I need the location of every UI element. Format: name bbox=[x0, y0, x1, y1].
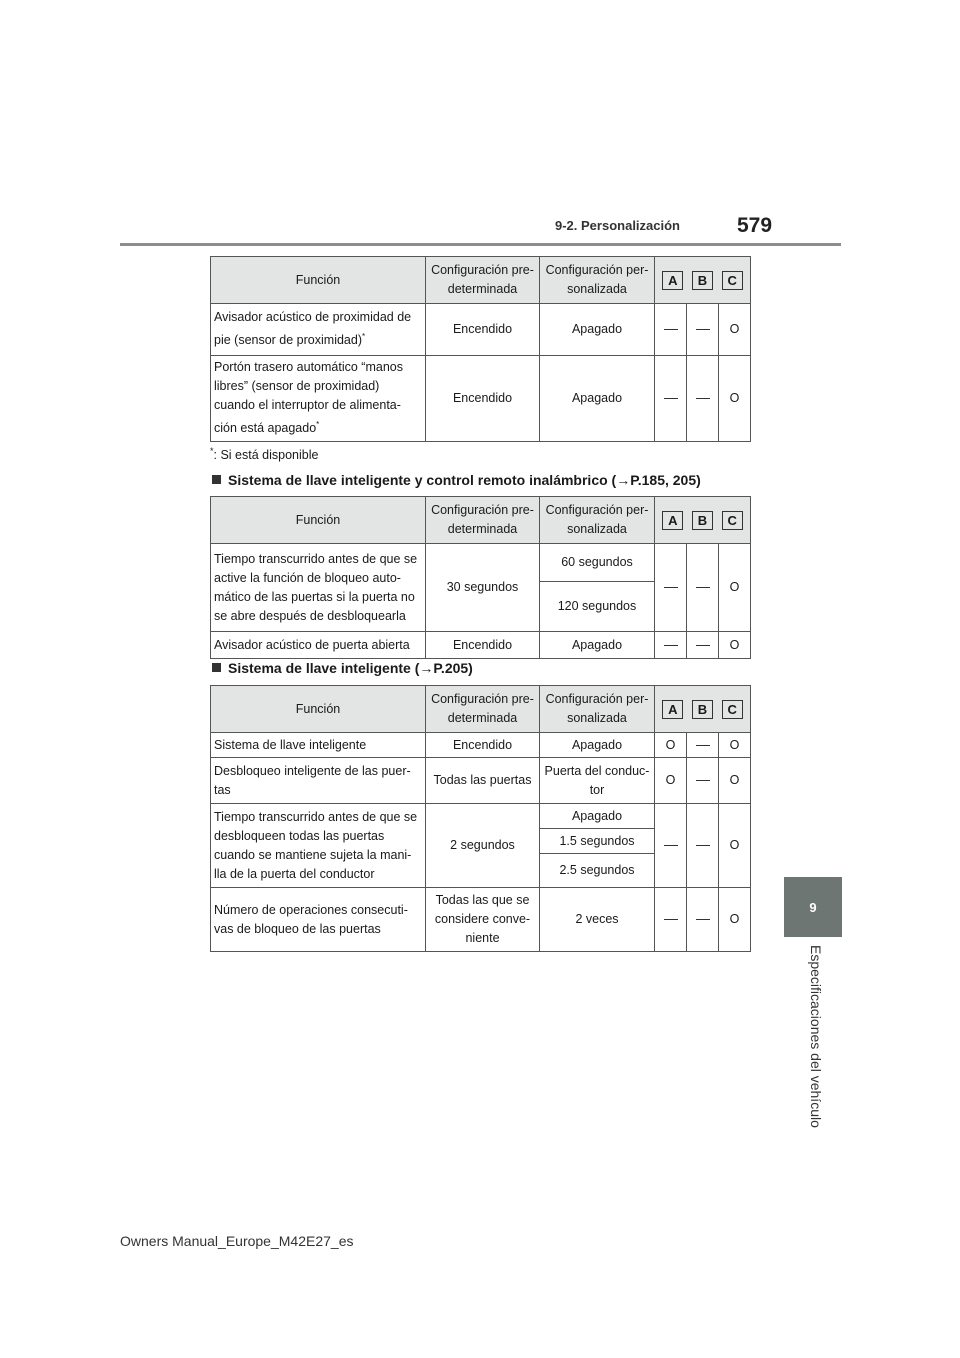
table-row bbox=[211, 544, 751, 582]
header-predeterminada: Configuración pre-determinada bbox=[426, 257, 540, 304]
badge-a: A bbox=[662, 271, 683, 290]
cell-funcion: Tiempo transcurrido antes de que se active la función de bloqueo auto-mático de las puertas si la puerta no se abre después de desbloquearla bbox=[211, 544, 426, 632]
cell-b bbox=[687, 888, 719, 952]
cell-b bbox=[687, 544, 719, 632]
cell-predeterminada: 2 segundos bbox=[426, 804, 540, 888]
cell-funcion: Tiempo transcurrido antes de que se desbloqueen todas las puertas cuando se mantiene sujeta la mani-lla de la puerta del conductor bbox=[211, 804, 426, 888]
dash-mark bbox=[696, 329, 710, 330]
bullet-icon bbox=[212, 663, 221, 672]
header-divider bbox=[120, 243, 841, 246]
dash-mark bbox=[696, 587, 710, 588]
cell-funcion: Desbloqueo inteligente de las puer-tas bbox=[211, 758, 426, 804]
cell-b bbox=[687, 632, 719, 659]
dash-mark bbox=[696, 745, 710, 746]
header-personalizada: Configuración per-sonalizada bbox=[540, 686, 655, 733]
dash-mark bbox=[696, 398, 710, 399]
cell-c: O bbox=[719, 544, 751, 632]
cell-c: O bbox=[719, 888, 751, 952]
page-number: 579 bbox=[737, 214, 773, 237]
table-smart-key bbox=[210, 685, 751, 952]
cell-c: O bbox=[719, 356, 751, 442]
cell-a bbox=[655, 356, 687, 442]
header-abc bbox=[655, 497, 751, 544]
table-row bbox=[211, 304, 751, 356]
badge-a: A bbox=[662, 511, 683, 530]
dash-mark bbox=[664, 919, 678, 920]
table-row bbox=[211, 733, 751, 758]
cell-b bbox=[687, 758, 719, 804]
badge-b: B bbox=[692, 700, 713, 719]
header-predeterminada: Configuración pre-determinada bbox=[426, 686, 540, 733]
cell-predeterminada: Encendido bbox=[426, 304, 540, 356]
table-row bbox=[211, 888, 751, 952]
section-heading-remote: Sistema de llave inteligente y control remoto inalámbrico (→P.185, 205) bbox=[212, 472, 701, 488]
cell-personalizada: Puerta del conduc-tor bbox=[540, 758, 655, 804]
header-abc bbox=[655, 686, 751, 733]
cell-predeterminada: Encendido bbox=[426, 632, 540, 659]
cell-a bbox=[655, 544, 687, 632]
chapter-tab bbox=[784, 877, 842, 937]
cell-personalizada: Apagado bbox=[540, 733, 655, 758]
cell-funcion: Sistema de llave inteligente bbox=[211, 733, 426, 758]
cell-b bbox=[687, 733, 719, 758]
cell-c: O bbox=[719, 304, 751, 356]
dash-mark bbox=[664, 645, 678, 646]
cell-a bbox=[655, 804, 687, 888]
badge-c: C bbox=[722, 700, 743, 719]
table-row bbox=[211, 804, 751, 829]
bullet-icon bbox=[212, 475, 221, 484]
dash-mark bbox=[664, 845, 678, 846]
dash-mark bbox=[664, 329, 678, 330]
cell-predeterminada: Encendido bbox=[426, 356, 540, 442]
chapter-number: 9 bbox=[809, 899, 817, 915]
cell-funcion: Número de operaciones consecuti-vas de bloqueo de las puertas bbox=[211, 888, 426, 952]
cell-personalizada: 2 veces bbox=[540, 888, 655, 952]
footer-text: Owners Manual_Europe_M42E27_es bbox=[120, 1233, 354, 1249]
cell-personalizada-option: Apagado bbox=[540, 804, 655, 829]
cell-funcion: Avisador acústico de proximidad de pie (sensor de proximidad)* bbox=[211, 304, 426, 356]
table-row bbox=[211, 632, 751, 659]
cell-a: O bbox=[655, 733, 687, 758]
header-personalizada: Configuración per-sonalizada bbox=[540, 257, 655, 304]
cell-c: O bbox=[719, 804, 751, 888]
badge-b: B bbox=[692, 511, 713, 530]
cell-c: O bbox=[719, 733, 751, 758]
cell-predeterminada: Todas las que se considere conve-niente bbox=[426, 888, 540, 952]
cell-personalizada: Apagado bbox=[540, 356, 655, 442]
section-title: 9-2. Personalización bbox=[555, 218, 680, 233]
dash-mark bbox=[664, 398, 678, 399]
dash-mark bbox=[696, 645, 710, 646]
cell-predeterminada: Encendido bbox=[426, 733, 540, 758]
cell-personalizada-option: 1.5 segundos bbox=[540, 829, 655, 854]
cell-a bbox=[655, 304, 687, 356]
header-personalizada: Configuración per-sonalizada bbox=[540, 497, 655, 544]
cell-predeterminada: Todas las puertas bbox=[426, 758, 540, 804]
badge-b: B bbox=[692, 271, 713, 290]
chapter-title: Especificaciones del vehículo bbox=[808, 945, 824, 1128]
header-abc bbox=[655, 257, 751, 304]
header-funcion: Función bbox=[211, 257, 426, 304]
cell-personalizada: Apagado bbox=[540, 632, 655, 659]
cell-b bbox=[687, 304, 719, 356]
cell-predeterminada: 30 segundos bbox=[426, 544, 540, 632]
section-heading-smart-key: Sistema de llave inteligente (→P.205) bbox=[212, 660, 473, 676]
table-row bbox=[211, 356, 751, 442]
badge-c: C bbox=[722, 511, 743, 530]
cell-b bbox=[687, 356, 719, 442]
table-proximity-settings bbox=[210, 256, 751, 442]
cell-b bbox=[687, 804, 719, 888]
cell-c: O bbox=[719, 758, 751, 804]
header-funcion: Función bbox=[211, 497, 426, 544]
table-row bbox=[211, 758, 751, 804]
cell-funcion: Portón trasero automático “manos libres” (sensor de proximidad) cuando el interruptor de alimenta-ción está apagado* bbox=[211, 356, 426, 442]
cell-a bbox=[655, 888, 687, 952]
table-smart-key-remote bbox=[210, 496, 751, 659]
cell-a bbox=[655, 632, 687, 659]
badge-c: C bbox=[722, 271, 743, 290]
cell-personalizada-option: 60 segundos bbox=[540, 544, 655, 582]
badge-a: A bbox=[662, 700, 683, 719]
cell-personalizada-option: 2.5 segundos bbox=[540, 854, 655, 888]
header-predeterminada: Configuración pre-determinada bbox=[426, 497, 540, 544]
cell-a: O bbox=[655, 758, 687, 804]
header-funcion: Función bbox=[211, 686, 426, 733]
cell-c: O bbox=[719, 632, 751, 659]
dash-mark bbox=[696, 919, 710, 920]
footnote: *: Si está disponible bbox=[210, 446, 319, 463]
cell-funcion: Avisador acústico de puerta abierta bbox=[211, 632, 426, 659]
dash-mark bbox=[664, 587, 678, 588]
cell-personalizada: Apagado bbox=[540, 304, 655, 356]
cell-personalizada-option: 120 segundos bbox=[540, 582, 655, 632]
dash-mark bbox=[696, 845, 710, 846]
dash-mark bbox=[696, 780, 710, 781]
